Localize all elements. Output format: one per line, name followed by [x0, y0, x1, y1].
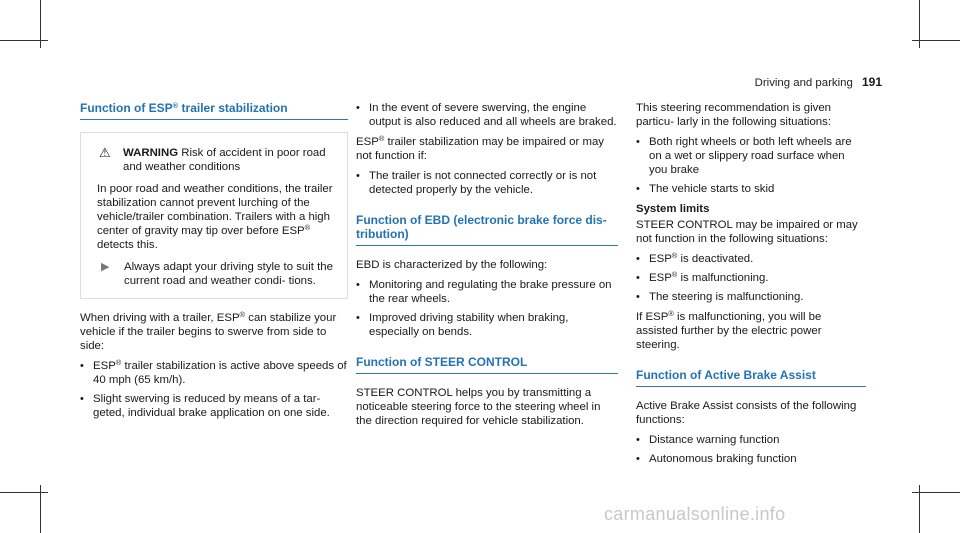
- bullet-list: [80, 359, 348, 420]
- subheading-system-limits: System limits: [636, 203, 710, 215]
- crop-mark: [912, 492, 960, 493]
- list-item: • Monitoring and regulating the brake pressure on the rear wheels.: [356, 279, 612, 305]
- watermark[interactable]: carmanualsonline.info: [604, 504, 786, 524]
- bullet-icon: •: [356, 312, 360, 324]
- list-item: • The steering is malfunctioning.: [636, 291, 804, 303]
- list-item: • In the event of severe swerving, the engine output is also reduced and all wheels are braked.: [356, 102, 617, 128]
- section-heading-esp-trailer: Function of ESP® trailer stabilization: [80, 101, 348, 120]
- crop-mark: [912, 40, 960, 41]
- bullet-icon: •: [356, 279, 360, 291]
- bullet-icon: •: [636, 291, 640, 303]
- paragraph: EBD is characterized by the following:: [356, 259, 548, 271]
- bullet-list: [356, 278, 618, 339]
- bullet-icon: •: [636, 272, 640, 284]
- column-left: [80, 101, 348, 426]
- bullet-icon: •: [636, 434, 640, 446]
- list-item: • ESP® is malfunctioning.: [636, 270, 769, 284]
- bullet-icon: •: [356, 170, 360, 182]
- section-heading-steer-control: Function of STEER CONTROL: [356, 355, 618, 374]
- section-title: Driving and parking: [754, 77, 853, 89]
- list-item: • The vehicle starts to skid: [636, 183, 775, 195]
- crop-mark: [0, 492, 48, 493]
- list-item: • ESP® trailer stabilization is active above speeds of 40 mph (65 km/h).: [80, 358, 347, 386]
- warning-title: ⚠ WARNING Risk of accident in poor road and weather conditions: [99, 145, 326, 173]
- list-item: • Slight swerving is reduced by means of a tar- geted, individual brake application on one side.: [80, 393, 330, 419]
- paragraph: STEER CONTROL helps you by transmitting a noticeable steering force to the steering wheel in the direction required for vehicle stabilization.: [356, 387, 601, 427]
- paragraph: STEER CONTROL may be impaired or may not function in the following situations:: [636, 219, 858, 245]
- warning-instruction: ▶ Always adapt your driving style to suit the current road and weather condi- tions.: [101, 261, 333, 287]
- warning-body: In poor road and weather conditions, the trailer stabilization cannot prevent lurching of the vehicle/trailer combination. Trailers with a high center of gravity may tip over before ESP® detects this.: [97, 183, 333, 251]
- crop-mark: [0, 40, 48, 41]
- list-item: • Both right wheels or both left wheels are on a wet or slippery road surface when you brake: [636, 136, 852, 176]
- paragraph: Active Brake Assist consists of the following functions:: [636, 400, 857, 426]
- bullet-icon: •: [636, 253, 640, 265]
- section-heading-active-brake-assist: Function of Active Brake Assist: [636, 368, 866, 387]
- warning-box: [80, 132, 348, 299]
- list-item: • Improved driving stability when braking, especially on bends.: [356, 312, 569, 338]
- paragraph: ESP® trailer stabilization may be impaired or may not function if:: [356, 134, 604, 162]
- list-item: • Distance warning function: [636, 434, 780, 446]
- warning-triangle-icon: ⚠: [99, 145, 111, 160]
- list-item: • Autonomous braking function: [636, 453, 797, 465]
- bullet-icon: •: [636, 183, 640, 195]
- bullet-icon: •: [636, 136, 640, 148]
- section-heading-ebd: Function of EBD (electronic brake force dis- tribution): [356, 213, 618, 246]
- page-number: 191: [861, 75, 882, 89]
- column-middle: [356, 101, 618, 434]
- bullet-list: [636, 252, 866, 304]
- arrow-right-icon: ▶: [101, 261, 110, 273]
- list-item: • The trailer is not connected correctly or is not detected properly by the vehicle.: [356, 170, 597, 196]
- page-header: [755, 75, 882, 90]
- paragraph: This steering recommendation is given particu- larly in the following situations:: [636, 102, 831, 128]
- column-right: [636, 101, 866, 472]
- paragraph: If ESP® is malfunctioning, you will be assisted further by the electric power steering.: [636, 309, 822, 351]
- bullet-icon: •: [356, 102, 360, 114]
- bullet-icon: •: [636, 453, 640, 465]
- warning-keyword: WARNING: [123, 147, 179, 159]
- bullet-icon: •: [80, 393, 84, 405]
- bullet-list: [636, 135, 866, 196]
- bullet-icon: •: [80, 360, 84, 372]
- bullet-list: [356, 169, 618, 197]
- bullet-list: [636, 433, 866, 466]
- bullet-list: [356, 101, 618, 129]
- list-item: • ESP® is deactivated.: [636, 251, 754, 265]
- paragraph: When driving with a trailer, ESP® can stabilize your vehicle if the trailer begins to swerve from side to side:: [80, 310, 337, 352]
